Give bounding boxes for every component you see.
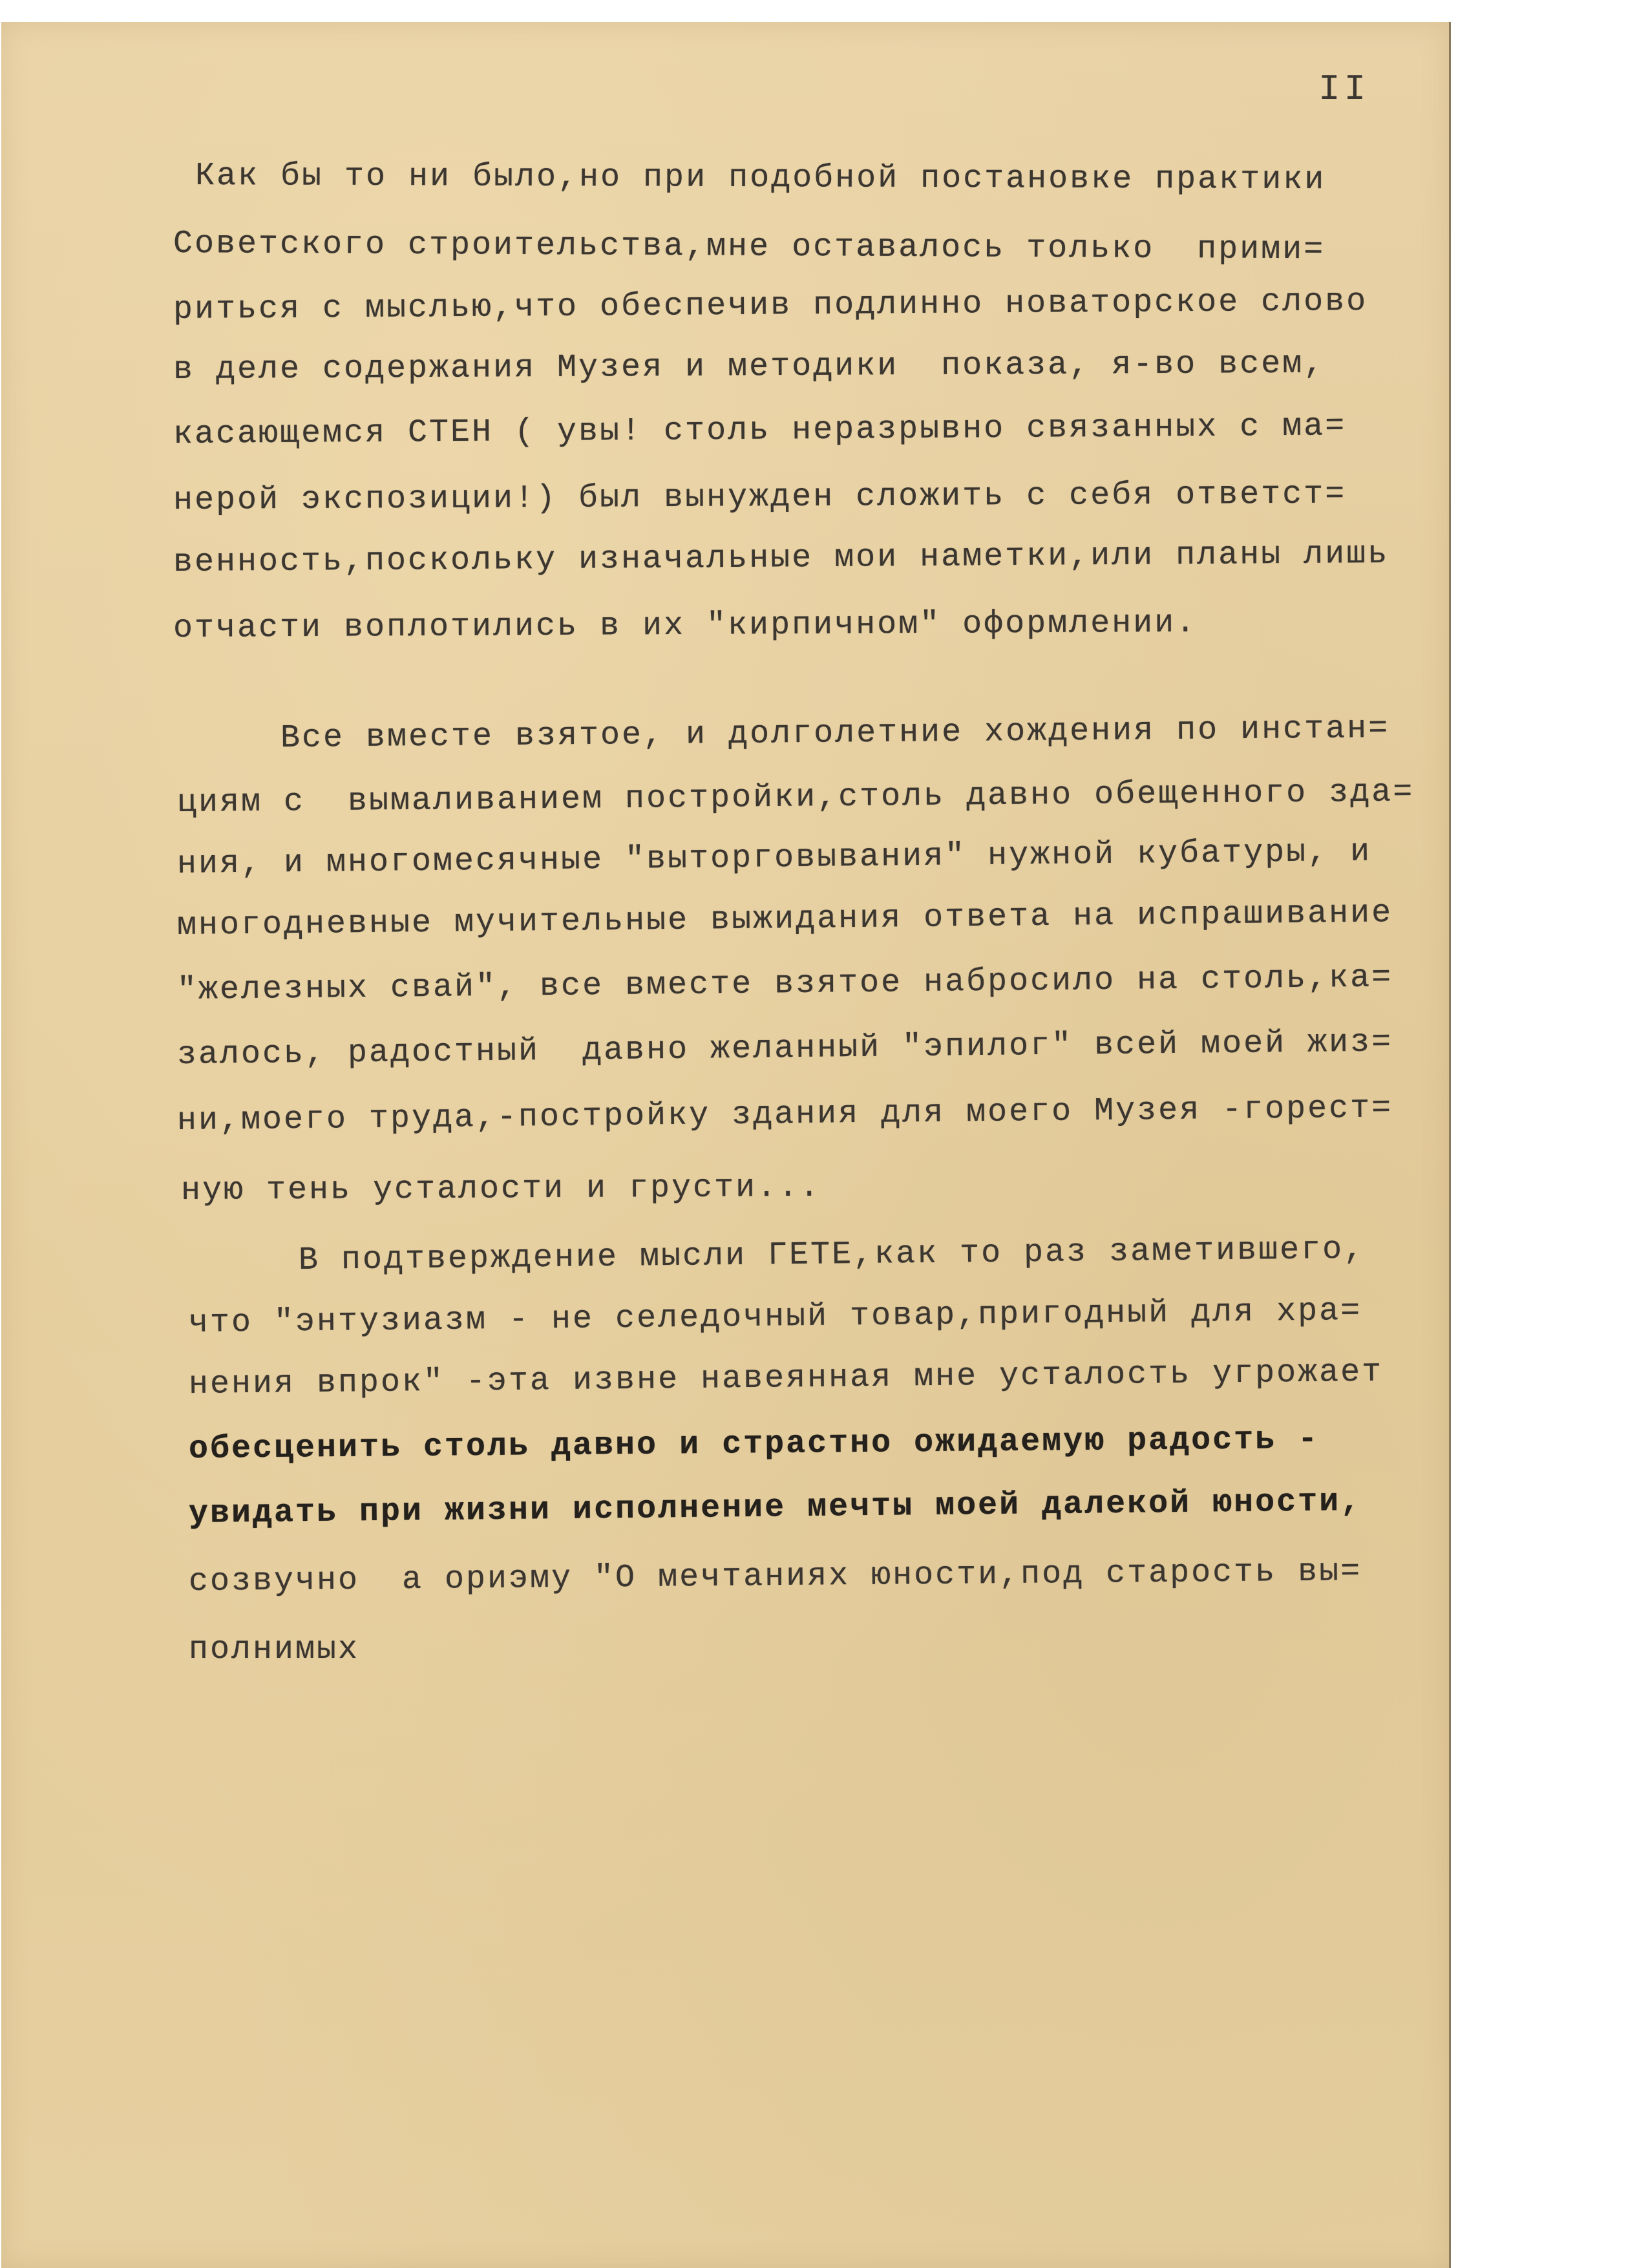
typewritten-page (1, 22, 1449, 2268)
text-line: ния, и многомесячные "выторговывания" нужной кубатуры, и (176, 833, 1372, 883)
page-number: II (1318, 69, 1370, 110)
text-line: В подтверждение мысли ГЕТЕ,как то раз заметившего, (298, 1231, 1366, 1279)
text-line: Советского строительства,мне оставалось только прими= (173, 226, 1326, 269)
text-line: залось, радостный давно желанный "эпилог" всей моей жиз= (176, 1024, 1393, 1074)
text-line: ную тень усталости и грусти... (180, 1169, 821, 1209)
text-line: касающемся СТЕН ( увы! столь неразрывно связанных с ма= (173, 408, 1347, 453)
text-line: ни,моего труда,-постройку здания для моего Музея -горест= (176, 1090, 1393, 1139)
text-line: "железных свай", все вместе взятое набросило на столь,ка= (176, 959, 1393, 1009)
text-line: Все вместе взятое, и долголетние хождения по инстан= (280, 710, 1390, 757)
text-line: отчасти воплотились в их "кирпичном" оформлении. (173, 604, 1198, 647)
text-line: обесценить столь давно и страстно ожидаемую радость - (188, 1421, 1320, 1468)
text-line: нерой экспозиции!) был вынужден сложить с себя ответст= (173, 476, 1347, 519)
page-edge-shadow (1449, 22, 1451, 2268)
text-line: циям с вымаливанием постройки,столь давно обещенного зда= (176, 774, 1415, 821)
text-line: нения впрок" -эта извне навеянная мне усталость угрожает (188, 1353, 1384, 1403)
text-line: созвучно а ориэму "О мечтаниях юности,под старость вы= (188, 1553, 1362, 1600)
text-line: Как бы то ни было,но при подобной постановке практики (195, 158, 1326, 199)
text-line: что "энтузиазм - не селедочный товар,пригодный для хра= (188, 1292, 1362, 1342)
text-line: в деле содержания Музея и методики показа, я-во всем, (173, 345, 1326, 388)
text-line: увидать при жизни исполнение мечты моей далекой юности, (188, 1483, 1362, 1532)
text-line: риться с мыслью,что обеспечив подлинно новаторское слово (173, 283, 1368, 328)
text-line: полнимых (189, 1631, 360, 1668)
text-line: венность,поскольку изначальные мои наметки,или планы лишь (173, 535, 1389, 581)
text-line: многодневные мучительные выжидания ответа на испрашивание (176, 895, 1393, 944)
